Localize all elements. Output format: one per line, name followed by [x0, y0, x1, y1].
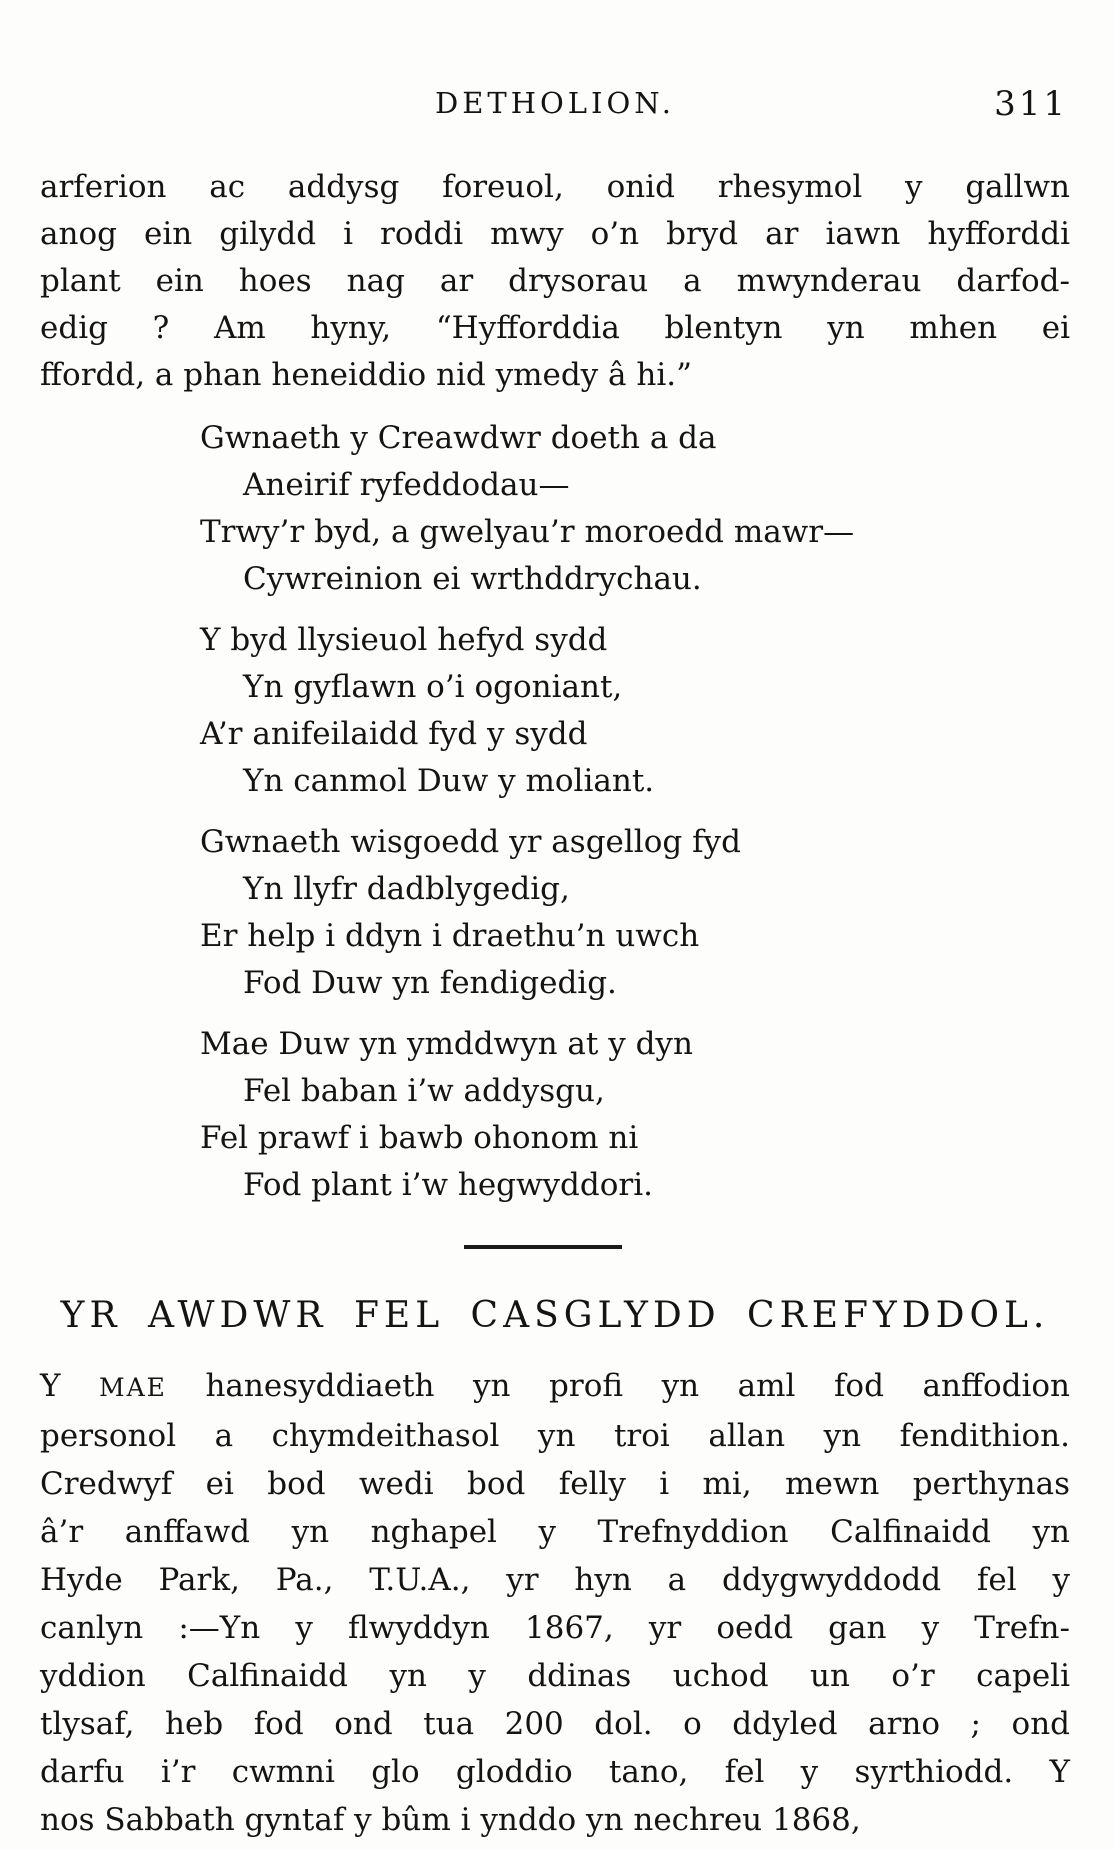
poem-line: Fod plant i’w hegwyddori. — [243, 1167, 653, 1203]
poem-line: Fod Duw yn fendigedig. — [243, 965, 617, 1001]
page-number: 311 — [994, 84, 1068, 124]
poem-line: Cywreinion ei wrthddrychau. — [243, 561, 702, 597]
text-line: arferion ac addysg foreuol, onid rhesymol y gallwn — [40, 169, 1070, 205]
poem-line: Yn llyfr dadblygedig, — [243, 871, 570, 907]
poem-line: Fel prawf i bawb ohonom ni — [200, 1120, 639, 1156]
running-title: DETHOLION. — [434, 86, 676, 120]
text-line: plant ein hoes nag ar drysorau a mwynderau darfod- — [40, 263, 1070, 299]
text-line: nos Sabbath gyntaf y bûm i ynddo yn nechreu 1868, — [40, 1802, 861, 1838]
section-heading: YR AWDWR FEL CASGLYDD CREFYDDOL. — [60, 1295, 1050, 1336]
poem-stanza-1 — [200, 415, 1070, 603]
text-line: ffordd, a phan heneiddio nid ymedy â hi.” — [40, 357, 692, 393]
poem-stanza-2 — [200, 617, 1070, 805]
poem-line: Yn gyflawn o’i ogoniant, — [243, 669, 623, 705]
section-paragraph-lines — [40, 1412, 1070, 1844]
poem-line: Gwnaeth wisgoedd yr asgellog fyd — [200, 824, 741, 860]
poem-line: Yn canmol Duw y moliant. — [243, 763, 655, 799]
lead-word: Y — [40, 1368, 61, 1404]
text-line: Credwyf ei bod wedi bod felly i mi, mewn perthynas — [40, 1466, 1070, 1502]
text-line: Hyde Park, Pa., T.U.A., yr hyn a ddygwyddodd fel y — [40, 1562, 1070, 1598]
text-line: â’r anffawd yn nghapel y Trefnyddion Calfinaidd yn — [40, 1514, 1070, 1550]
text-line: darfu i’r cwmni glo gloddio tano, fel y syrthiodd. Y — [40, 1754, 1070, 1790]
poem-line: Mae Duw yn ymddwyn at y dyn — [200, 1026, 693, 1062]
poem-line: Trwy’r byd, a gwelyau’r moroedd mawr— — [200, 514, 855, 550]
first-line-rest: hanesyddiaeth yn profi yn aml fod anffodion — [205, 1368, 1070, 1404]
text-line: canlyn :—Yn y flwyddyn 1867, yr oedd gan y Trefn- — [40, 1610, 1070, 1646]
text-line: personol a chymdeithasol yn troi allan yn fendithion. — [40, 1418, 1070, 1454]
text-line: anog ein gilydd i roddi mwy o’n bryd ar iawn hyfforddi — [40, 216, 1070, 252]
section-paragraph — [40, 1362, 1070, 1844]
poem-stanza-3 — [200, 819, 1070, 1007]
text-line: edig ? Am hyny, “Hyfforddia blentyn yn mhen ei — [40, 310, 1070, 346]
text-line: yddion Calfinaidd yn y ddinas uchod un o’r capeli — [40, 1658, 1070, 1694]
poem-line: Aneirif ryfeddodau— — [243, 467, 570, 503]
poem-line: Er help i ddyn i draethu’n uwch — [200, 918, 700, 954]
poem-stanza-4 — [200, 1021, 1070, 1209]
small-caps-word: MAE — [99, 1373, 167, 1402]
poem-line: Fel baban i’w addysgu, — [243, 1073, 605, 1109]
poem-line: A’r anifeilaidd fyd y sydd — [200, 716, 588, 752]
poem-line: Y byd llysieuol hefyd sydd — [200, 622, 608, 658]
paragraph-first-line — [40, 1362, 1070, 1412]
intro-paragraph — [40, 164, 1070, 399]
poem-line: Gwnaeth y Creawdwr doeth a da — [200, 420, 717, 456]
page-header — [40, 86, 1070, 128]
text-line: tlysaf, heb fod ond tua 200 dol. o ddyled arno ; ond — [40, 1706, 1070, 1742]
poem — [200, 415, 1070, 1209]
section-divider-rule — [464, 1245, 622, 1249]
